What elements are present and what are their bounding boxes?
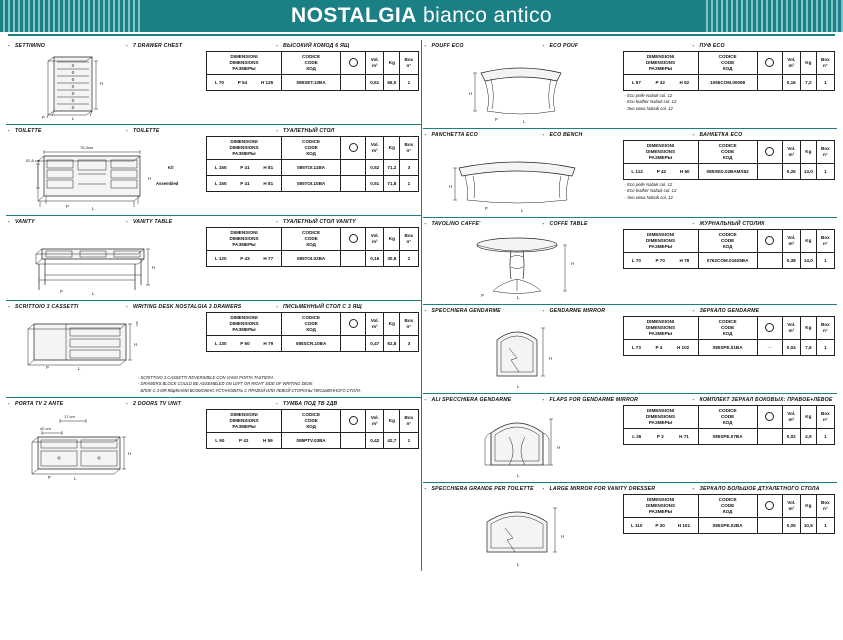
title-it: TOILETTE — [15, 128, 42, 134]
th-kg: Kg — [800, 52, 816, 75]
cell-box: 1 — [816, 253, 834, 269]
cell-vol: 0,42 — [366, 433, 384, 449]
title-en: WRITING DESK NOSTALGIA 3 DRAWERS — [133, 304, 242, 310]
product-notes-scrittoio — [8, 375, 419, 394]
cell-code: 085SPE.02BA — [698, 518, 757, 534]
title-ru: ЗЕРКАЛО GENDARME — [699, 308, 760, 314]
th-code: CODICE CODE КОД — [282, 52, 341, 75]
th-box: Box n° — [816, 141, 834, 164]
th-dimensions: DIMENSIONI DIMENSIONS РАЗМЕРЫ — [623, 317, 698, 340]
cell-dimensions: L 73 P 4 H 102 — [623, 340, 698, 356]
svg-text:P: P — [48, 475, 51, 481]
svg-text:L: L — [522, 119, 525, 124]
th-kg: Kg — [384, 313, 400, 336]
th-box: Box n° — [400, 137, 418, 160]
title-en: 7 DRAWER CHEST — [133, 43, 183, 49]
cell-color — [341, 251, 366, 267]
cell-kg: 14,0 — [800, 253, 816, 269]
cell-vol: 0,16 — [366, 251, 384, 267]
spec-table-pouff — [623, 49, 836, 112]
table-row — [207, 433, 419, 449]
product-drawing-large-mirror — [425, 492, 623, 568]
product-drawing-toilette — [8, 134, 206, 212]
color-circle-icon — [349, 319, 358, 328]
svg-text:H: H — [134, 342, 138, 347]
title-it: SETTIMINO — [15, 43, 46, 49]
row-label: Kit — [168, 165, 174, 170]
product-titles: - TOILETTE - TOILETTE - ТУАЛЕТНЫЙ СТОЛ — [8, 128, 335, 134]
title-ru: ЖУРНАЛЬНЫЙ СТОЛИК — [699, 221, 765, 227]
dim-label-40: 40 cm — [40, 426, 51, 432]
svg-text:P: P — [60, 289, 63, 294]
cell-color — [341, 160, 366, 176]
product-block-porta-tv — [6, 398, 421, 484]
cell-dimensions: L 110 P 30 H 101 — [623, 518, 698, 534]
product-titles: - ALI SPECCHIERA GENDARME - FLAPS FOR GENDARME MIRROR - КОМПЛЕКТ ЗЕРКАЛ БОКОВЫХ: ПРАВОЕ+ЛЕВОЕ — [424, 397, 833, 403]
th-vol: Vol. m³ — [366, 410, 384, 433]
cell-vol: 0,04 — [782, 340, 800, 356]
note-line: - Эко кожа Nabuk col. 12 — [624, 105, 673, 111]
title-ru: ВЫСОКИЙ КОМОД 6 ЯЩ — [283, 43, 350, 49]
th-vol: Vol. m³ — [782, 230, 800, 253]
cell-vol: 0,51 — [366, 176, 384, 192]
th-code: CODICE CODE КОД — [282, 313, 341, 336]
product-block-settimino — [6, 40, 421, 125]
th-box: Box n° — [400, 313, 418, 336]
th-circle — [757, 406, 782, 429]
th-code: CODICE CODE КОД — [282, 137, 341, 160]
cell-vol: 0,61 — [366, 75, 384, 91]
cell-code: 085TOI.02BA — [282, 251, 341, 267]
cell-kg: 7,6 — [800, 340, 816, 356]
svg-text:L: L — [516, 295, 519, 300]
product-drawing-pouff — [425, 49, 623, 125]
cell-color — [757, 75, 782, 91]
cell-dimensions: L 57 P 42 H 52 — [623, 75, 698, 91]
cell-color — [757, 253, 782, 269]
right-column — [423, 40, 838, 571]
title-it: POUFF ECO — [431, 43, 464, 49]
th-box: Box n° — [400, 52, 418, 75]
note-line: - SCRITTOIO 3 CASSETTI REVERSIBILE CON VANO PORTA TASTIERA — [138, 375, 274, 380]
cell-code: 085SED.02BAMS52 — [698, 164, 757, 180]
color-circle-icon — [765, 412, 774, 421]
spec-table-settimino — [206, 49, 419, 91]
product-block-specchiera-gendarme — [423, 305, 838, 394]
cell-box: 3 — [400, 160, 418, 176]
title-bold: NOSTALGIA — [291, 4, 417, 27]
product-titles: - PANCHETTA ECO - ECO BENCH - БАНКЕТКА ECO — [424, 132, 743, 138]
table-row — [207, 176, 419, 192]
th-kg: Kg — [384, 137, 400, 160]
th-dimensions: DIMENSIONI DIMENSIONS РАЗМЕРЫ — [207, 228, 282, 251]
th-kg: Kg — [800, 317, 816, 340]
th-circle — [757, 230, 782, 253]
svg-text:L: L — [78, 366, 81, 371]
cell-vol: 0,47 — [366, 336, 384, 352]
page-title — [0, 0, 843, 32]
th-vol: Vol. m³ — [366, 313, 384, 336]
title-en: ECO BENCH — [549, 132, 583, 138]
cell-kg: 4,9 — [800, 429, 816, 445]
note-line: - БЛОК С 3-МЯ ЯЩИКАМИ ВОЗМОЖНО УСТАНОВИТЬ С ПРАВОЙ ИЛИ ЛЕВОЙ СТОРОНЫ ПИСЬМЕННОГО СТОЛА — [138, 387, 361, 393]
svg-text:L: L — [520, 208, 523, 213]
product-block-toilette — [6, 125, 421, 216]
cell-kg: 42,7 — [384, 433, 400, 449]
th-kg: Kg — [800, 230, 816, 253]
cell-kg: 66,0 — [384, 75, 400, 91]
note-line: - Эко кожа Nabuk col. 12 — [624, 194, 673, 200]
th-box: Box n° — [400, 228, 418, 251]
th-box: Box n° — [816, 230, 834, 253]
color-circle-icon — [765, 236, 774, 245]
th-vol: Vol. m³ — [366, 52, 384, 75]
title-en: TOILETTE — [133, 128, 160, 134]
th-dimensions: DIMENSIONI DIMENSIONS РАЗМЕРЫ — [623, 495, 698, 518]
th-kg: Kg — [384, 52, 400, 75]
left-column — [6, 40, 422, 571]
th-box: Box n° — [816, 52, 834, 75]
product-titles: - VANITY - VANITY TABLE - ТУАЛЕТНЫЙ СТОЛ VANITY — [8, 219, 356, 225]
th-box: Box n° — [400, 410, 418, 433]
product-drawing-scrittoio — [8, 310, 206, 372]
th-circle — [757, 317, 782, 340]
product-block-ali-specchiera — [423, 394, 838, 483]
note-line: - DRAWERS BLOCK COULD BE ASSEMBLED ON LEFT OR RIGHT SIDE OF WRITING DESK — [138, 381, 313, 387]
cell-code: 085PTV.03BA — [282, 433, 341, 449]
cell-dimensions: Assembled L 155 P 41 H 81 — [207, 176, 282, 192]
cell-color — [757, 164, 782, 180]
cell-dimensions: L 130 P 60 H 79 — [207, 336, 282, 352]
th-kg: Kg — [800, 495, 816, 518]
cell-code: 085TOI.11BA — [282, 160, 341, 176]
title-it: VANITY — [15, 219, 35, 225]
cell-box: 1 — [816, 429, 834, 445]
svg-text:H: H — [128, 451, 132, 457]
cell-kg: 7,2 — [800, 75, 816, 91]
svg-text:L: L — [72, 116, 75, 121]
product-titles: - SCRITTOIO 3 CASSETTI - WRITING DESK NOSTALGIA 3 DRAWERS - ПИСЬМЕННЫЙ СТОЛ С 3 ЯЩ — [8, 304, 362, 310]
cell-dimensions: L 112 P 42 H 50 — [623, 164, 698, 180]
note-line: - Eco leather Nabuk col. 12 — [624, 99, 677, 105]
spec-table-large-mirror — [623, 492, 836, 534]
table-row — [207, 160, 419, 176]
th-code: CODICE CODE КОД — [698, 495, 757, 518]
title-ru: ПИСЬМЕННЫЙ СТОЛ С 3 ЯЩ — [283, 304, 362, 310]
th-dimensions: DIMENSIONI DIMENSIONS РАЗМЕРЫ — [207, 52, 282, 75]
cell-color — [757, 518, 782, 534]
svg-text:H: H — [148, 176, 152, 181]
title-ru: ЗЕРКАЛО БОЛЬШОЕ ДТУАЛЕТНОГО СТОЛА — [699, 486, 820, 492]
cell-code: 085SCR.10BA — [282, 336, 341, 352]
th-circle — [757, 141, 782, 164]
color-circle-icon — [765, 147, 774, 156]
cell-dimensions: Kit L 155 P 41 H 81 — [207, 160, 282, 176]
product-block-tavolino — [423, 218, 838, 305]
cell-dimensions: L 70 P 54 H 135 — [207, 75, 282, 91]
svg-text:P: P — [484, 206, 488, 211]
svg-text:L: L — [92, 206, 95, 211]
color-circle-icon — [765, 58, 774, 67]
svg-text:H: H — [570, 261, 574, 266]
product-block-pouff-eco — [423, 40, 838, 129]
title-en: LARGE MIRROR FOR VANITY DRESSER — [549, 486, 656, 492]
cell-box: 3 — [400, 336, 418, 352]
product-drawing-settimino — [8, 49, 206, 121]
th-dimensions: DIMENSIONI DIMENSIONS РАЗМЕРЫ — [207, 313, 282, 336]
color-circle-icon — [349, 58, 358, 67]
th-code: CODICE CODE КОД — [698, 52, 757, 75]
svg-text:P: P — [46, 365, 49, 370]
title-it: PORTA TV 2 ANTE — [15, 401, 64, 408]
cell-color — [757, 429, 782, 445]
product-block-vanity — [6, 216, 421, 301]
cell-code: 085SPE.07BA — [698, 429, 757, 445]
th-vol: Vol. m³ — [782, 317, 800, 340]
svg-text:P: P — [480, 293, 484, 298]
title-light: bianco antico — [423, 4, 552, 27]
cell-color — [341, 176, 366, 192]
cell-dimensions: L 90 P 42 H 59 — [207, 433, 282, 449]
product-titles: - PORTA TV 2 ANTE - 2 DOORS TV UNIT - ТУМБА ПОД ТВ 2ДВ — [8, 401, 338, 408]
th-dimensions: DIMENSIONI DIMENSIONS РАЗМЕРЫ — [623, 141, 698, 164]
svg-text:H: H — [468, 91, 472, 96]
cell-color — [341, 433, 366, 449]
cell-box: 1 — [816, 518, 834, 534]
th-box: Box n° — [816, 406, 834, 429]
cell-dimensions: L 70 P 70 H 78 — [623, 253, 698, 269]
cell-dimensions: L 120 P 43 H 77 — [207, 251, 282, 267]
cell-vol: 0,26 — [782, 164, 800, 180]
th-code: CODICE CODE КОД — [282, 410, 341, 433]
product-drawing-gendarme-mirror — [425, 314, 623, 390]
note-line: - Eco pelle Nabuk col. 12 — [624, 93, 673, 98]
th-vol: Vol. m³ — [782, 52, 800, 75]
table-row — [623, 518, 835, 534]
color-circle-icon — [765, 501, 774, 510]
product-drawing-porta-tv — [8, 407, 206, 481]
th-vol: Vol. m³ — [366, 228, 384, 251]
spec-table-gendarme-mirror — [623, 314, 836, 356]
title-en: FLAPS FOR GENDARME MIRROR — [549, 397, 639, 403]
svg-text:L: L — [92, 291, 95, 296]
th-circle — [341, 228, 366, 251]
cell-box: 2 — [400, 251, 418, 267]
title-ru: ТУАЛЕТНЫЙ СТОЛ VANITY — [283, 219, 356, 225]
title-ru: ПУФ ECO — [699, 43, 725, 49]
product-drawing-mirror-flaps — [425, 403, 623, 479]
th-code: CODICE CODE КОД — [698, 317, 757, 340]
dim-label-17: 17 cm — [64, 414, 75, 420]
cell-kg: 71,2 — [384, 160, 400, 176]
svg-text:P: P — [494, 117, 498, 122]
th-code: CODICE CODE КОД — [282, 228, 341, 251]
table-row — [623, 253, 835, 269]
cell-color — [341, 75, 366, 91]
cell-box: 1 — [816, 164, 834, 180]
th-code: CODICE CODE КОД — [698, 406, 757, 429]
title-it: TAVOLINO CAFFE' — [431, 221, 481, 227]
cell-color — [341, 336, 366, 352]
cell-box: 1 — [816, 340, 834, 356]
cell-vol: 0,52 — [366, 160, 384, 176]
table-row — [207, 251, 419, 267]
th-circle — [341, 313, 366, 336]
title-it: SCRITTOIO 3 CASSETTI — [15, 304, 79, 310]
color-circle-icon — [349, 416, 358, 425]
product-drawing-vanity — [8, 225, 206, 297]
cell-code: 085SET.10BA — [282, 75, 341, 91]
spec-table-scrittoio — [206, 310, 419, 352]
table-row — [623, 340, 835, 356]
product-titles: - SPECCHIERA GRANDE PER TOILETTE - LARGE MIRROR FOR VANITY DRESSER - ЗЕРКАЛО БОЛЬШОЕ ДТУАЛЕТНОГО СТОЛА — [424, 486, 820, 492]
th-vol: Vol. m³ — [366, 137, 384, 160]
cell-box: 1 — [400, 433, 418, 449]
title-ru: ТУАЛЕТНЫЙ СТОЛ — [283, 128, 335, 134]
cell-box: 1 — [816, 75, 834, 91]
product-titles: - SPECCHIERA GENDARME - GENDARME MIRROR - ЗЕРКАЛО GENDARME — [424, 308, 760, 314]
dim-label-height: 52,8 cm — [26, 158, 41, 163]
th-box: Box n° — [816, 495, 834, 518]
cell-vol: 0,05 — [782, 518, 800, 534]
svg-text:P: P — [66, 204, 69, 209]
product-drawing-panchetta — [425, 138, 623, 214]
cell-box: 1 — [400, 75, 418, 91]
title-en: ECO POUF — [549, 43, 579, 49]
th-circle — [757, 495, 782, 518]
svg-text:H: H — [560, 534, 564, 539]
spec-table-toilette — [156, 134, 419, 192]
svg-text:H: H — [556, 445, 560, 450]
cell-box: 1 — [400, 176, 418, 192]
spec-table-tavolino — [623, 227, 836, 269]
svg-text:L: L — [74, 476, 77, 482]
title-it: ALI SPECCHIERA GENDARME — [431, 397, 512, 403]
th-vol: Vol. m³ — [782, 406, 800, 429]
th-circle — [757, 52, 782, 75]
th-kg: Kg — [384, 410, 400, 433]
title-it: SPECCHIERA GENDARME — [431, 308, 501, 314]
cell-kg: 71,8 — [384, 176, 400, 192]
product-notes-pouff — [623, 93, 836, 112]
note-line: - Eco leather Nabuk col. 12 — [624, 188, 677, 194]
svg-text:H: H — [548, 356, 552, 361]
th-code: CODICE CODE КОД — [698, 230, 757, 253]
table-row — [207, 75, 419, 91]
th-circle — [341, 52, 366, 75]
title-ru: ТУМБА ПОД ТВ 2ДВ — [283, 401, 338, 408]
cell-kg: 62,8 — [384, 336, 400, 352]
spec-table-vanity — [206, 225, 419, 267]
cell-code: 1066COM.00068 — [698, 75, 757, 91]
svg-text:L: L — [516, 384, 519, 389]
dim-label-width: 76,3cm — [80, 145, 94, 150]
title-en: GENDARME MIRROR — [549, 308, 606, 314]
cell-vol: 0,02 — [782, 429, 800, 445]
title-en: 2 DOORS TV UNIT — [133, 401, 181, 408]
note-line: - Eco pelle Nabuk col. 12 — [624, 182, 673, 187]
cell-color: · · — [757, 340, 782, 356]
th-kg: Kg — [800, 406, 816, 429]
svg-text:P: P — [42, 115, 45, 120]
color-circle-icon — [349, 234, 358, 243]
cell-dimensions: L 26 P 3 H 71 — [623, 429, 698, 445]
table-row — [623, 75, 835, 91]
title-en: COFFE TABLE — [549, 221, 588, 227]
th-dimensions: DIMENSIONI DIMENSIONS РАЗМЕРЫ — [207, 137, 282, 160]
cell-vol: 0,16 — [782, 75, 800, 91]
svg-text:H: H — [100, 81, 104, 86]
product-block-scrittoio — [6, 301, 421, 398]
th-kg: Kg — [384, 228, 400, 251]
svg-text:H: H — [448, 184, 452, 189]
cell-kg: 13,0 — [800, 164, 816, 180]
title-en: VANITY TABLE — [133, 219, 173, 225]
cell-kg: 10,5 — [800, 518, 816, 534]
th-kg: Kg — [800, 141, 816, 164]
th-circle — [341, 137, 366, 160]
product-block-panchetta-eco — [423, 129, 838, 218]
spec-table-porta-tv — [206, 407, 419, 449]
th-vol: Vol. m³ — [782, 495, 800, 518]
cell-code: 085TOI.10BA — [282, 176, 341, 192]
th-dimensions: DIMENSIONI DIMENSIONS РАЗМЕРЫ — [623, 230, 698, 253]
th-box: Box n° — [816, 317, 834, 340]
table-row — [623, 164, 835, 180]
title-it: PANCHETTA ECO — [431, 132, 478, 138]
th-dimensions: DIMENSIONI DIMENSIONS РАЗМЕРЫ — [623, 406, 698, 429]
product-drawing-tavolino — [425, 227, 623, 301]
color-circle-icon — [765, 323, 774, 332]
table-row — [623, 429, 835, 445]
product-block-specchiera-grande — [423, 483, 838, 571]
content-columns — [0, 36, 843, 571]
product-notes-panchetta — [623, 182, 836, 201]
th-vol: Vol. m³ — [782, 141, 800, 164]
spec-table-panchetta — [623, 138, 836, 201]
product-titles: - POUFF ECO - ECO POUF - ПУФ ECO — [424, 43, 725, 49]
row-label: Assembled — [156, 181, 179, 186]
title-it: SPECCHIERA GRANDE PER TOILETTE — [431, 486, 534, 492]
svg-text:L: L — [516, 473, 519, 478]
title-ru: КОМПЛЕКТ ЗЕРКАЛ БОКОВЫХ: ПРАВОЕ+ЛЕВОЕ — [699, 397, 833, 403]
table-row — [207, 336, 419, 352]
product-titles: - TAVOLINO CAFFE' - COFFE TABLE - ЖУРНАЛЬНЫЙ СТОЛИК — [424, 221, 765, 227]
cell-kg: 30,8 — [384, 251, 400, 267]
cell-code: 0762COM.01625BA — [698, 253, 757, 269]
color-circle-icon — [349, 143, 358, 152]
spec-table-mirror-flaps — [623, 403, 836, 445]
svg-text:H: H — [152, 265, 156, 270]
product-titles: - SETTIMINO - 7 DRAWER CHEST - ВЫСОКИЙ КОМОД 6 ЯЩ — [8, 43, 350, 49]
cell-vol: 0,38 — [782, 253, 800, 269]
page-header — [0, 0, 843, 36]
svg-text:L: L — [516, 562, 519, 567]
exclamation-mark: ! — [136, 322, 138, 328]
th-circle — [341, 410, 366, 433]
title-ru: БАНКЕТКА ECO — [699, 132, 743, 138]
th-code: CODICE CODE КОД — [698, 141, 757, 164]
th-dimensions: DIMENSIONI DIMENSIONS РАЗМЕРЫ — [207, 410, 282, 433]
th-dimensions: DIMENSIONI DIMENSIONS РАЗМЕРЫ — [623, 52, 698, 75]
cell-code: 085SPE.01BA — [698, 340, 757, 356]
